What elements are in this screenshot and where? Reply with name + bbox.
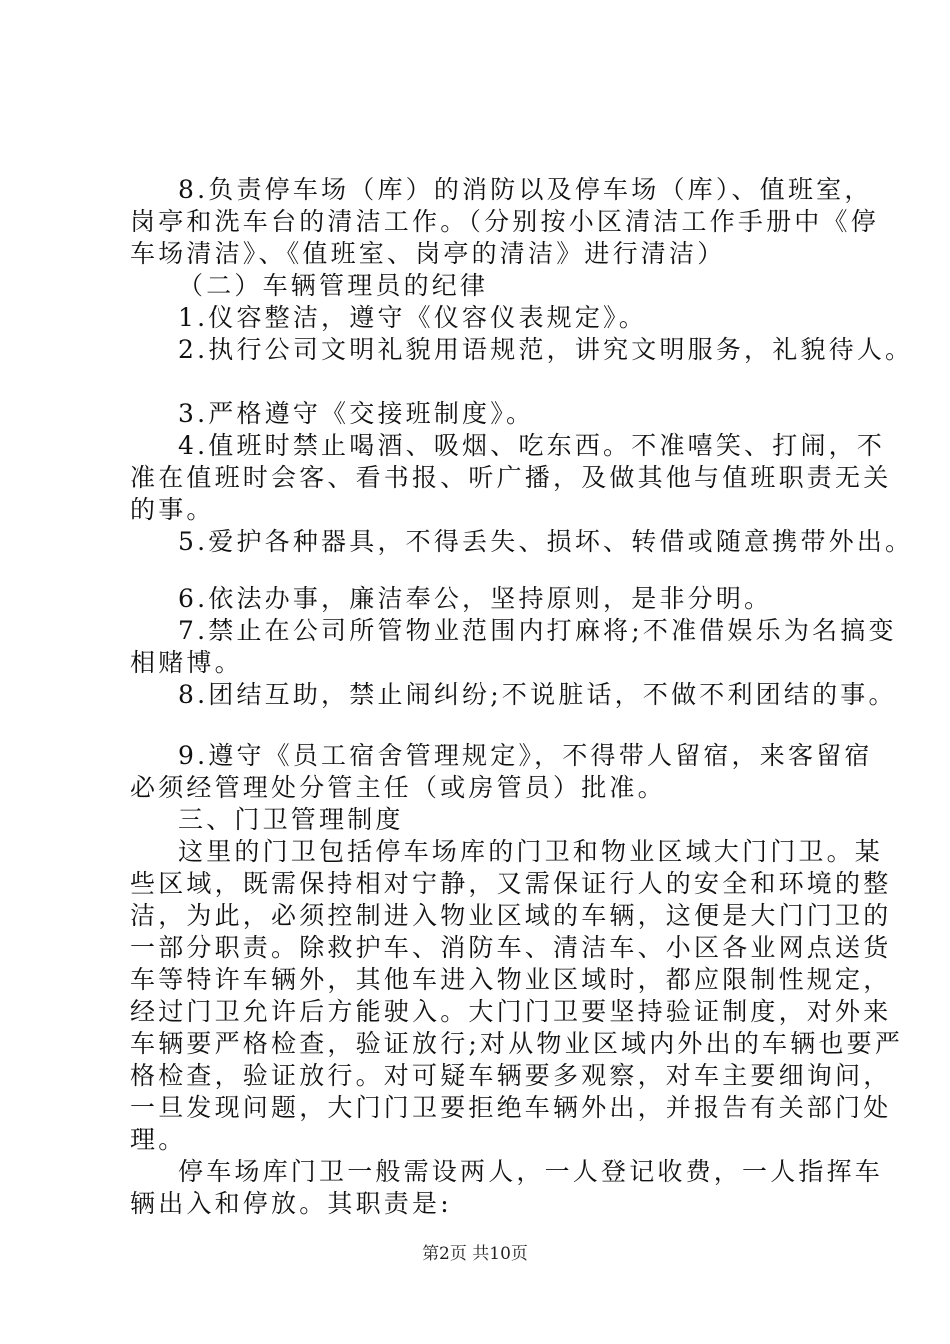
text-line: 一部分职责。除救护车、消防车、清洁车、小区各业网点送货: [130, 933, 892, 962]
text-line: 8.团结互助，禁止闹纠纷;不说脏话，不做不利团结的事。: [178, 680, 897, 709]
text-line: 相赌博。: [130, 648, 243, 677]
text-line: 理。: [130, 1125, 187, 1154]
text-line: 格检查，验证放行。对可疑车辆要多观察，对车主要细询问，: [130, 1061, 892, 1090]
text-line: 准在值班时会客、看书报、听广播，及做其他与值班职责无关: [130, 463, 892, 492]
text-line: 3.严格遵守《交接班制度》。: [178, 399, 535, 428]
text-line: 经过门卫允许后方能驶入。大门门卫要坚持验证制度，对外来: [130, 997, 892, 1026]
text-line: 8.负责停车场（库）的消防以及停车场（库）、值班室，: [178, 175, 873, 204]
text-line: 必须经管理处分管主任（或房管员）批准。: [130, 773, 666, 802]
text-line: 9.遵守《员工宿舍管理规定》，不得带人留宿，来客留宿: [178, 741, 873, 770]
text-line: 4.值班时禁止喝酒、吸烟、吃东西。不准嘻笑、打闹，不: [178, 431, 886, 460]
text-line: 停车场库门卫一般需设两人，一人登记收费，一人指挥车: [178, 1157, 884, 1186]
text-line: 1.仪容整洁，遵守《仪容仪表规定》。: [178, 303, 647, 332]
text-line: 2.执行公司文明礼貌用语规范，讲究文明服务，礼貌待人。: [178, 335, 914, 364]
text-line: 车场清洁》、《值班室、岗亭的清洁》进行清洁）: [130, 239, 726, 268]
section-heading: （二）车辆管理员的纪律: [178, 271, 489, 300]
text-line: 的事。: [130, 495, 215, 524]
text-line: 6.依法办事，廉洁奉公，坚持原则，是非分明。: [178, 584, 773, 613]
text-line: 车辆要严格检查，验证放行;对从物业区域内外出的车辆也要严: [130, 1029, 904, 1058]
text-line: 7.禁止在公司所管物业范围内打麻将;不准借娱乐为名搞变: [178, 616, 897, 645]
text-line: 辆出入和停放。其职责是:: [130, 1189, 452, 1218]
text-line: 些区域，既需保持相对宁静，又需保证行人的安全和环境的整: [130, 869, 892, 898]
text-line: 车等特许车辆外，其他车进入物业区域时，都应限制性规定，: [130, 965, 892, 994]
text-line: 岗亭和洗车台的清洁工作。（分别按小区清洁工作手册中《停: [130, 207, 879, 236]
text-line: 一旦发现问题，大门门卫要拒绝车辆外出，并报告有关部门处: [130, 1093, 892, 1122]
section-heading: 三、门卫管理制度: [178, 805, 404, 834]
page-number: 第2页 共10页: [422, 1244, 528, 1264]
text-line: 洁，为此，必须控制进入物业区域的车辆，这便是大门门卫的: [130, 901, 892, 930]
text-line: 5.爱护各种器具，不得丢失、损坏、转借或随意携带外出。: [178, 527, 914, 556]
text-line: 这里的门卫包括停车场库的门卫和物业区域大门门卫。某: [178, 837, 884, 866]
